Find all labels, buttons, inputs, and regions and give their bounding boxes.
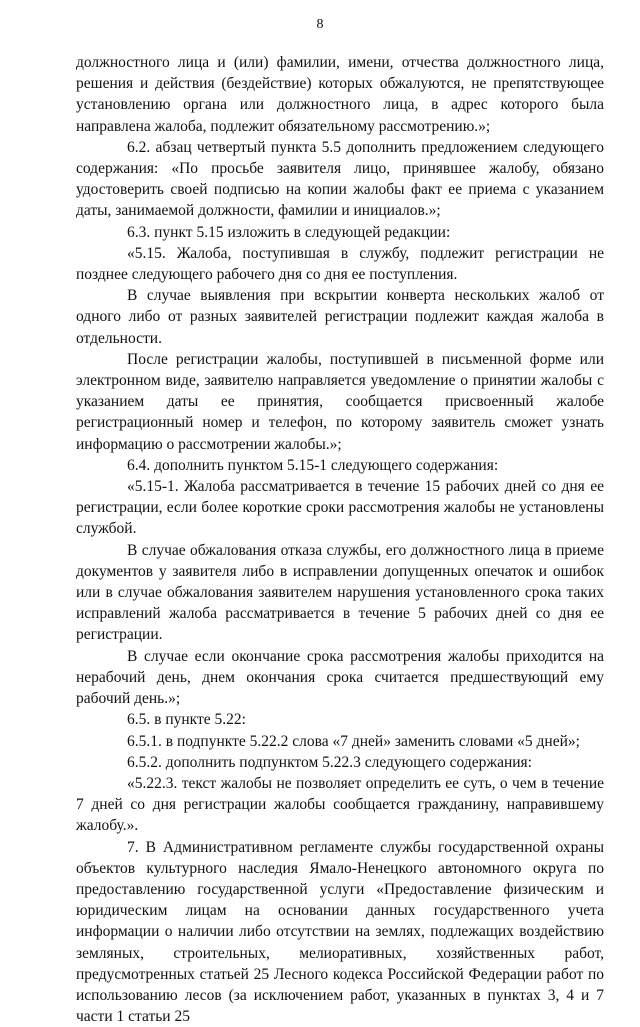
paragraph: 6.3. пункт 5.15 изложить в следующей редакции: — [127, 223, 451, 241]
paragraph: «5.22.3. текст жалобы не позволяет определить ее суть, о чем в течение 7 дней со дня регистрации жалобы сообщается гражданину, направившему жалобу.». — [76, 774, 604, 835]
page-number: 8 — [316, 17, 324, 32]
paragraph: должностного лица и (или) фамилии, имени, отчества должностного лица, решения и действия (бездействие) которых обжалуются, не препятствующее установлению органа или должностного лица, в адрес которого была направлена жалоба, подлежит обязательному рассмотрению.»; — [76, 54, 604, 135]
paragraph: 6.5.2. дополнить подпунктом 5.22.3 следующего содержания: — [127, 753, 532, 771]
paragraph: «5.15-1. Жалоба рассматривается в течение 15 рабочих дней со дня ее регистрации, если более короткие сроки рассмотрения жалобы не установлены службой. — [76, 478, 604, 538]
paragraph: 6.2. абзац четвертый пункта 5.5 дополнить предложением следующего содержания: «По просьбе заявителя лицо, принявшее жалобу, обязано удостоверить своей подписью на копии жалобы факт ее приема с указанием даты, занимаемой должности, фамилии и инициалов.»; — [76, 138, 604, 220]
paragraph: 6.5.1. в подпункте 5.22.2 слова «7 дней» заменить словами «5 дней»; — [127, 732, 580, 750]
paragraph: В случае обжалования отказа службы, его должностного лица в приеме документов у заявителя либо в исправлении допущенных опечаток и ошибок или в случае обжалования заявителем нарушения установленного срока таких исправлений жалоба рассматривается в течение 5 рабочих дней со дня ее регистрации. — [76, 541, 604, 644]
paragraph: «5.15. Жалоба, поступившая в службу, подлежит регистрации не позднее следующего рабочего дня со дня ее поступления. — [76, 244, 604, 284]
paragraph: 6.4. дополнить пунктом 5.15-1 следующего содержания: — [127, 456, 499, 474]
document-body — [76, 52, 604, 1027]
paragraph: В случае если окончание срока рассмотрения жалобы приходится на нерабочий день, днем окончания срока считается предшествующий ему рабочий день.»; — [76, 647, 604, 708]
paragraph: В случае выявления при вскрытии конверта нескольких жалоб от одного либо от разных заявителей регистрации подлежит каждая жалоба в отдельности. — [76, 287, 604, 347]
paragraph: 7. В Административном регламенте службы государственной охраны объектов культурного наследия Ямало-Ненецкого автономного округа по предоставлению государственной услуги «Предоставление физическим и юридическим лицам на основании данных государственного учета информации о наличии либо отсутствии на землях, подлежащих воздействию земляных, строительных, мелиоративных, хозяйственных работ, предусмотренных статьей 25 Лесного кодекса Российской Федерации работ по использованию лесов (за исключением работ, указанных в пунктах 3, 4 и 7 части 1 статьи 25 — [76, 838, 604, 1026]
paragraph: После регистрации жалобы, поступившей в письменной форме или электронном виде, заявителю направляется уведомление о принятии жалобы с указанием даты ее принятия, сообщается присвоенный жалобе регистрационный номер и телефон, по которому заявитель сможет узнать информацию о рассмотрении жалобы.»; — [76, 350, 604, 453]
paragraph: 6.5. в пункте 5.22: — [127, 711, 246, 729]
